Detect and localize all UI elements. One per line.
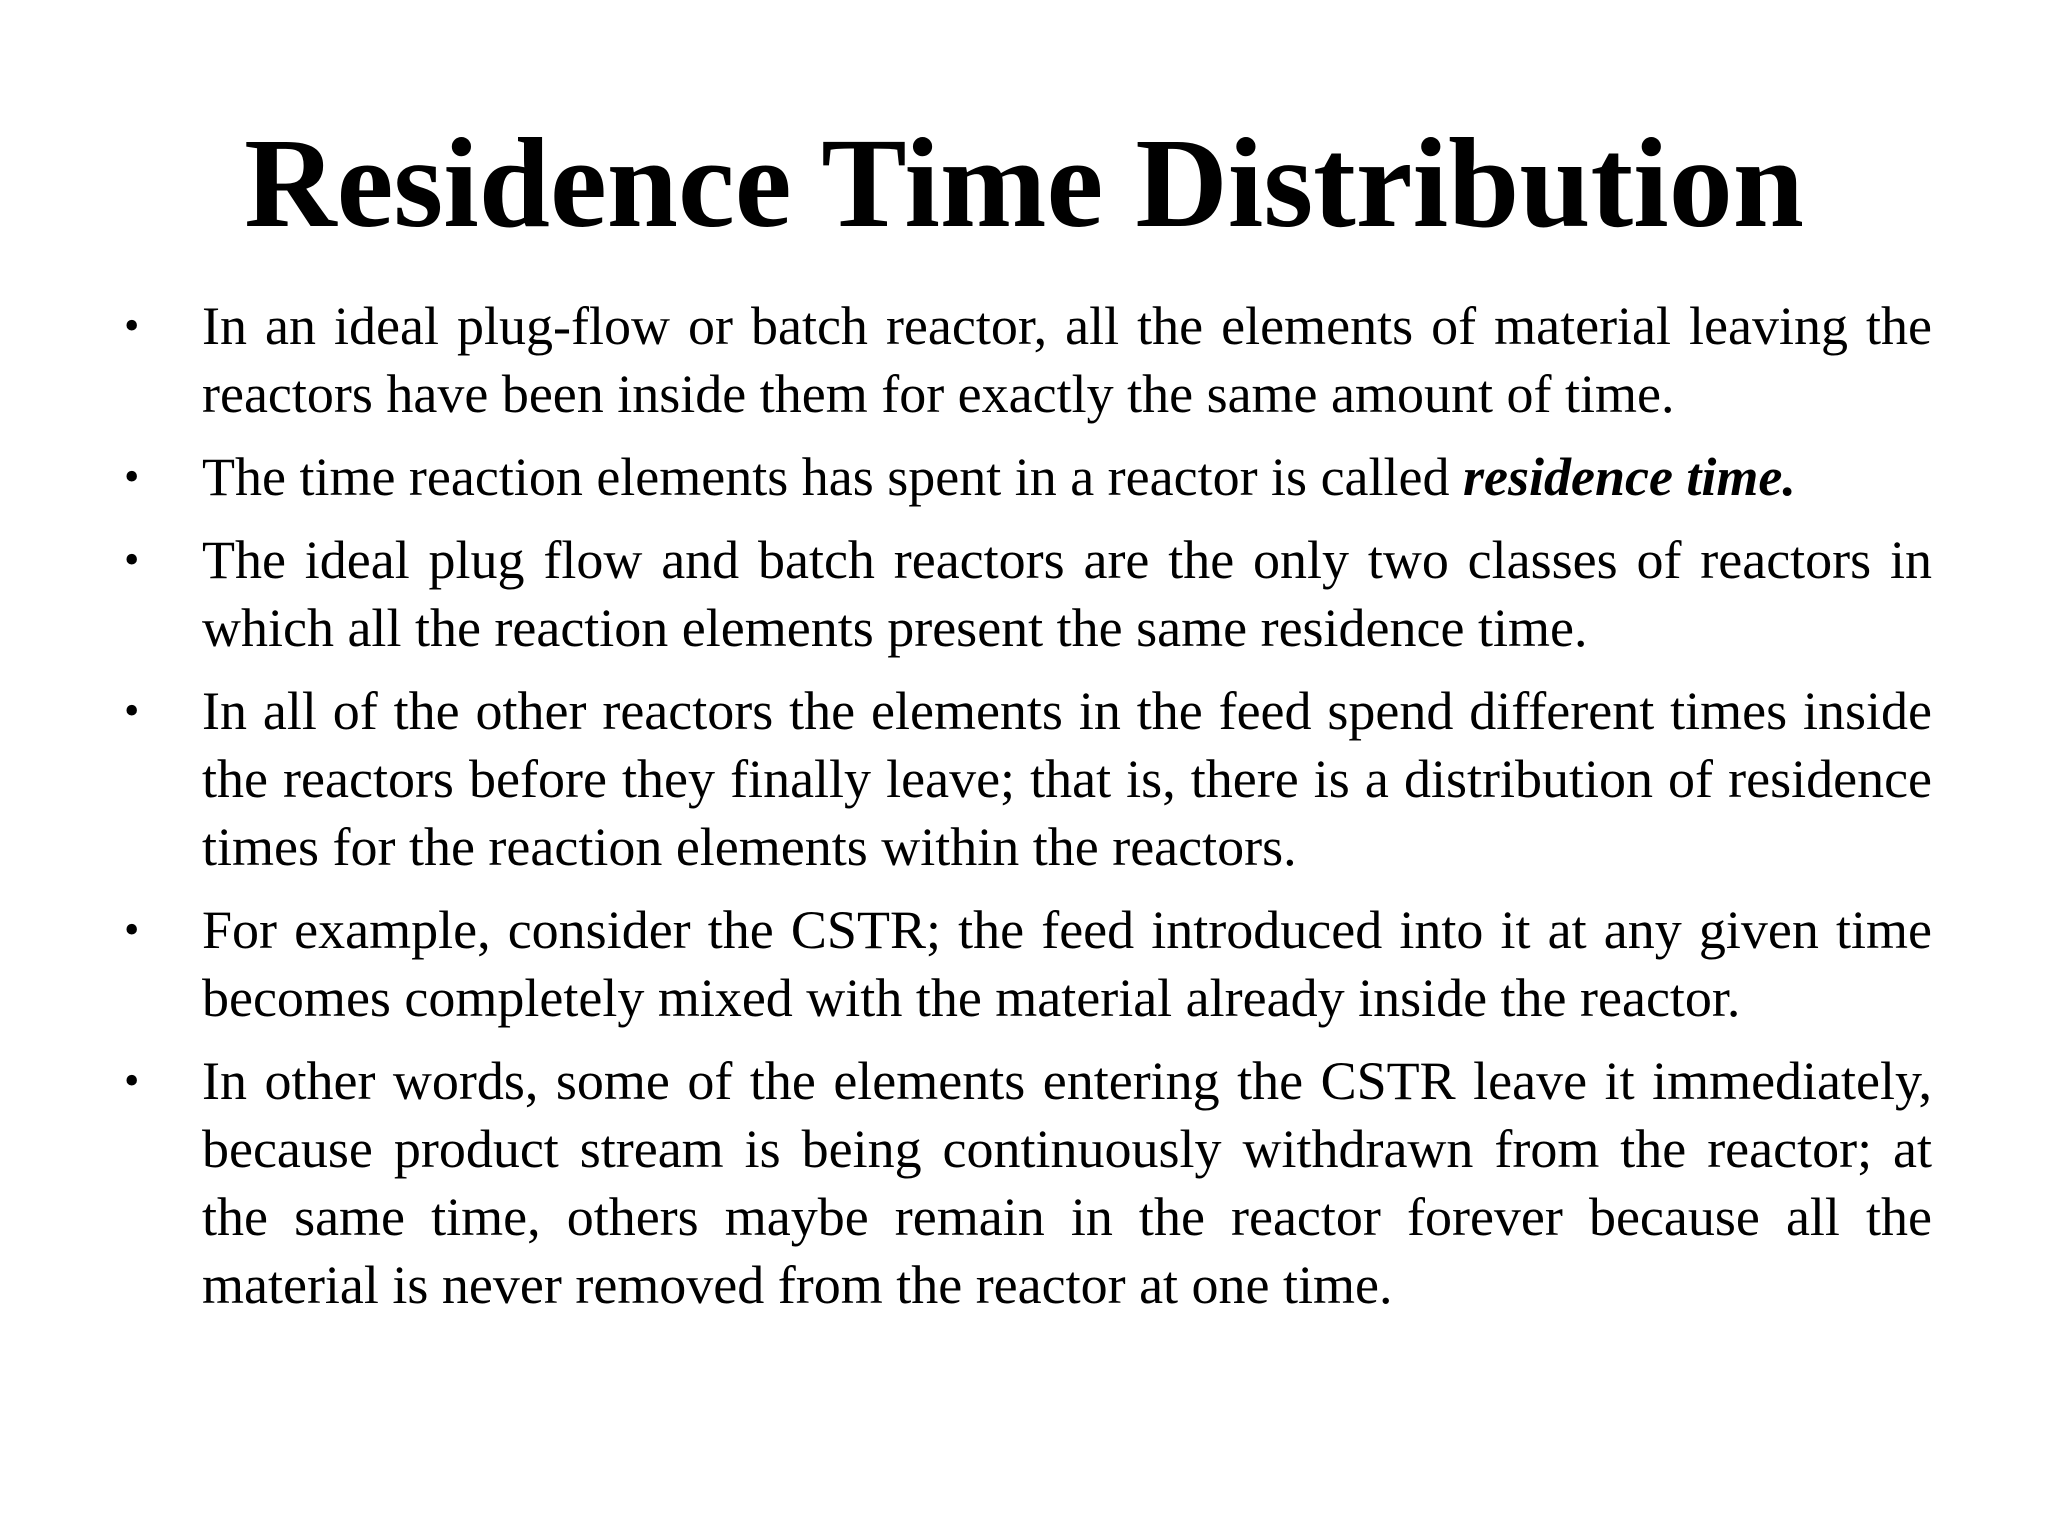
bullet-text: In all of the other reactors the elements in the feed spend different times inside the reactors before they finally leave; that is, there is a distribution of residence times for the reaction elements within the reactors. <box>202 681 1932 877</box>
emphasized-term: residence time. <box>1462 447 1796 507</box>
bullet-item-1 <box>118 292 1932 428</box>
bullet-item-5 <box>118 896 1932 1032</box>
bullet-text: In an ideal plug-flow or batch reactor, all the elements of material leaving the reactors have been inside them for exactly the same amount of time. <box>202 296 1932 424</box>
bullet-item-6 <box>118 1047 1932 1319</box>
bullet-text-plain: The time reaction elements has spent in a reactor is called <box>202 447 1463 507</box>
bullet-icon: • <box>124 905 140 954</box>
bullet-list <box>118 292 1932 1334</box>
bullet-text: For example, consider the CSTR; the feed introduced into it at any given time becomes completely mixed with the material already inside the reactor. <box>202 900 1932 1028</box>
bullet-text: In other words, some of the elements entering the CSTR leave it immediately, because product stream is being continuously withdrawn from the reactor; at the same time, others maybe remain in the reactor forever because all the material is never removed from the reactor at one time. <box>202 1051 1932 1315</box>
bullet-icon: • <box>124 301 140 350</box>
bullet-item-4 <box>118 677 1932 881</box>
bullet-icon: • <box>124 686 140 735</box>
bullet-icon: • <box>124 1056 140 1105</box>
bullet-icon: • <box>124 535 140 584</box>
bullet-text <box>202 443 1932 511</box>
bullet-item-2 <box>118 443 1932 511</box>
slide-title: Residence Time Distribution <box>244 112 1804 254</box>
bullet-item-3 <box>118 526 1932 662</box>
bullet-text: The ideal plug flow and batch reactors are the only two classes of reactors in which all the reaction elements present the same residence time. <box>202 530 1932 658</box>
bullet-icon: • <box>124 452 140 501</box>
